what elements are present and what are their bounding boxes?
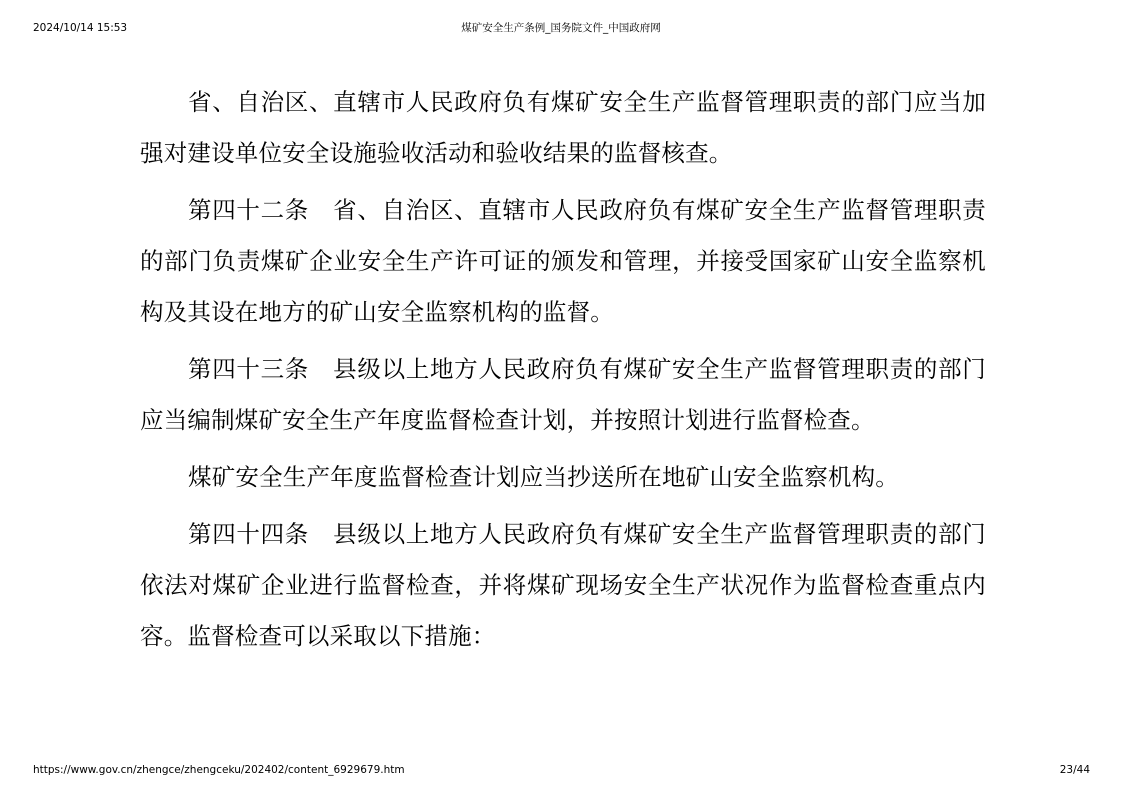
paragraph-article-42: 第四十二条 省、自治区、直辖市人民政府负有煤矿安全生产监督管理职责的部门负责煤矿企业安全生产许可证的颁发和管理，并接受国家矿山安全监察机构及其设在地方的矿山安全监察机构的监督。 [140,196,986,326]
page-number: 23/44 [1059,764,1090,776]
paragraph-4: 煤矿安全生产年度监督检查计划应当抄送所在地矿山安全监察机构。 [188,463,899,491]
paragraph-article-44: 第四十四条 县级以上地方人民政府负有煤矿安全生产监督管理职责的部门依法对煤矿企业进行监督检查，并将煤矿现场安全生产状况作为监督检查重点内容。监督检查可以采取以下措施： [140,520,986,650]
paragraph-1: 省、自治区、直辖市人民政府负有煤矿安全生产监督管理职责的部门应当加强对建设单位安全设施验收活动和验收结果的监督核查。 [140,88,986,167]
source-url: https://www.gov.cn/zhengce/zhengceku/202402/content_6929679.htm [33,764,405,776]
page-title: 煤矿安全生产条例_国务院文件_中国政府网 [461,22,661,34]
document-body [140,77,986,668]
print-datetime: 2024/10/14 15:53 [33,22,128,34]
paragraph-article-43: 第四十三条 县级以上地方人民政府负有煤矿安全生产监督管理职责的部门应当编制煤矿安全生产年度监督检查计划，并按照计划进行监督检查。 [140,355,986,434]
